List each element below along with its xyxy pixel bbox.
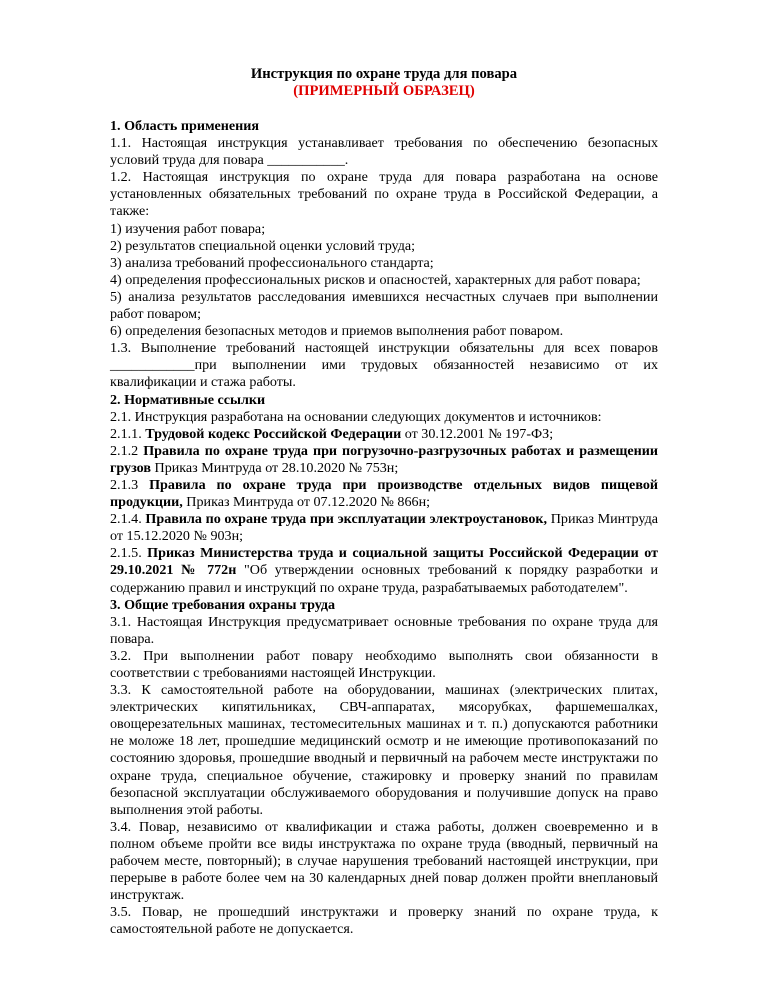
reference-detail: Приказ Минтруда от 28.10.2020 № 753н; — [151, 459, 399, 476]
reference-number: 2.1.3 — [110, 476, 150, 493]
reference-title: Трудовой кодекс Российской Федерации — [145, 425, 402, 442]
reference-title: Правила по охране труда при погрузочно-разгрузочных работах и размещении грузов — [110, 442, 658, 476]
document-body — [110, 118, 658, 939]
section-heading-2: 2. Нормативные ссылки — [110, 391, 266, 408]
paragraph-2-1: 2.1. Инструкция разработана на основании следующих документов и источников: — [110, 408, 602, 425]
reference-item — [110, 477, 658, 511]
paragraph-3-5: 3.5. Повар, не прошедший инструктажи и проверку знаний по охране труда, к самостоятельной работе не допускается. — [110, 904, 658, 938]
paragraph-3-1: 3.1. Настоящая Инструкция предусматривает основные требования по охране труда для повара. — [110, 613, 658, 647]
document-subtitle: (ПРИМЕРНЫЙ ОБРАЗЕЦ) — [293, 83, 475, 99]
paragraph-3-3: 3.3. К самостоятельной работе на оборудовании, машинах (электрических плитах, электрических кипятильниках, СВЧ-аппаратах, мясорубках, фаршемешалках, овощерезательных машинах, тестомесительных машинах и т. п.) допускаются работники не моложе 18 лет, прошедшие медицинский осмотр и не имеющие противопоказаний по состоянию здоровья, прошедшие вводный и первичный на рабочем месте инструктажи по охране труда, специальное обучение, стажировку и проверку знаний по правилам безопасной эксплуатации обслуживаемого оборудования и получившие допуск на право выполнения этой работы. — [110, 682, 658, 818]
reference-title: Правила по охране труда при производстве отдельных видов пищевой продукции, — [110, 476, 658, 511]
paragraph-1-1: 1.1. Настоящая инструкция устанавливает требования по обеспечению безопасных условий труда для повара ___________. — [110, 135, 658, 169]
section-heading-1: 1. Область применения — [110, 118, 260, 134]
reference-detail: от 30.12.2001 № 197-ФЗ; — [401, 425, 554, 442]
reference-number: 2.1.5. — [110, 545, 148, 562]
document-title: Инструкция по охране труда для повара — [250, 66, 518, 82]
reference-detail: Приказ Минтруда от 07.12.2020 № 866н; — [182, 494, 431, 511]
reference-number: 2.1.1. — [110, 425, 146, 442]
list-item: 6) определения безопасных методов и приемов выполнения работ поваром. — [110, 323, 564, 340]
list-item: 2) результатов специальной оценки условий труда; — [110, 237, 416, 254]
paragraph-3-4: 3.4. Повар, независимо от квалификации и стажа работы, должен своевременно и в полном объеме пройти все виды инструктажа по охране труда (вводный, первичный на рабочем месте, повторный); в случае нарушения требований настоящей инструкции, при перерыве в работе более чем на 30 календарных дней повар должен пройти внеплановый инструктаж. — [110, 818, 658, 904]
reference-number: 2.1.2 — [110, 442, 144, 459]
reference-detail: "Об утверждении основных требований к порядку разработки и содержанию правил и инструкций по охране труда, разрабатываемых работодателем". — [110, 562, 658, 596]
reference-item — [110, 545, 658, 596]
list-item: 4) определения профессиональных рисков и опасностей, характерных для работ повара; — [110, 271, 641, 288]
reference-detail: Приказ Минтруда от 15.12.2020 № 903н; — [110, 511, 658, 545]
list-item: 5) анализа результатов расследования имевшихся несчастных случаев при выполнении работ поваром; — [110, 288, 658, 323]
reference-title: Приказ Министерства труда и социальной защиты Российской Федерации от 29.10.2021 № 772н — [110, 545, 659, 579]
list-item: 3) анализа требований профессионального стандарта; — [110, 254, 434, 271]
title-block — [0, 66, 768, 100]
section-heading-3: 3. Общие требования охраны труда — [110, 596, 336, 613]
list-item: 1) изучения работ повара; — [110, 220, 266, 237]
paragraph-1-3: 1.3. Выполнение требований настоящей инструкции обязательны для всех поваров ____________при выполнении ими трудовых обязанностей независимо от их квалификации и стажа работы. — [110, 340, 658, 391]
paragraph-1-2: 1.2. Настоящая инструкция по охране труда для повара разработана на основе установленных обязательных требований по охране труда в Российской Федерации, а также: — [110, 169, 658, 220]
paragraph-3-2: 3.2. При выполнении работ повару необходимо выполнять свои обязанности в соответствии с требованиями настоящей Инструкции. — [110, 647, 658, 681]
reference-item — [110, 511, 658, 545]
reference-item — [110, 443, 658, 477]
reference-number: 2.1.4. — [110, 511, 146, 528]
reference-item — [110, 426, 658, 443]
reference-title: Правила по охране труда при эксплуатации электроустановок, — [145, 511, 548, 528]
